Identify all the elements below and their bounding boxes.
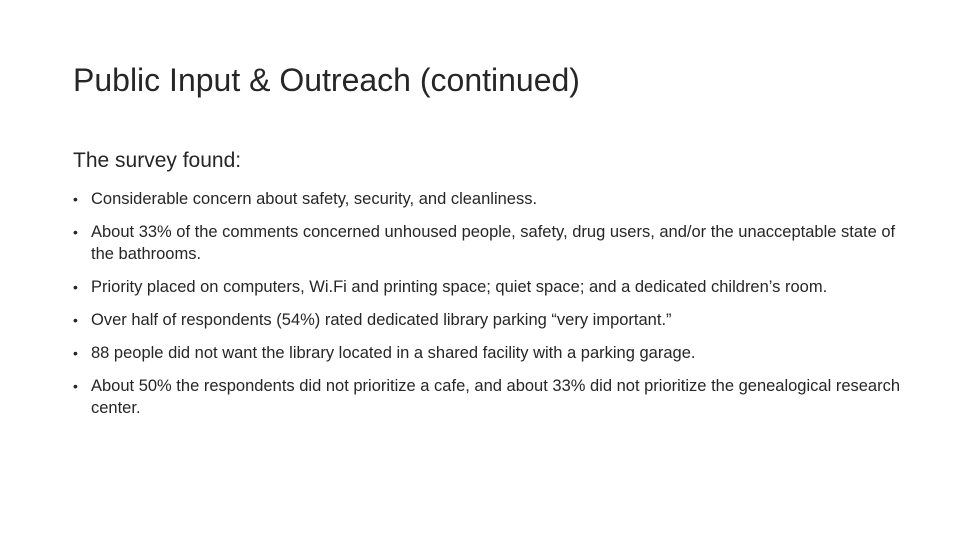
bullet-icon: • xyxy=(73,224,78,240)
bullet-item xyxy=(73,221,903,265)
bullet-item xyxy=(73,375,903,419)
bullet-text: Priority placed on computers, Wi.Fi and printing space; quiet space; and a dedicated children’s room. xyxy=(91,278,828,296)
bullet-icon: • xyxy=(73,279,78,295)
bullet-text: 88 people did not want the library located in a shared facility with a parking garage. xyxy=(91,344,696,362)
bullet-icon: • xyxy=(73,345,78,361)
bullet-icon: • xyxy=(73,378,78,394)
bullet-item xyxy=(73,276,903,298)
bullet-text: About 50% the respondents did not prioritize a cafe, and about 33% did not prioritize the genealogical research center. xyxy=(91,377,901,417)
bullet-text: Considerable concern about safety, security, and cleanliness. xyxy=(91,190,538,208)
bullet-icon: • xyxy=(73,312,78,328)
bullet-item xyxy=(73,309,903,331)
intro-text: The survey found: xyxy=(73,149,242,172)
bullet-list xyxy=(73,188,903,419)
bullet-item xyxy=(73,188,903,210)
bullet-icon: • xyxy=(73,191,78,207)
bullet-text: About 33% of the comments concerned unhoused people, safety, drug users, and/or the unacceptable state of the bathrooms. xyxy=(91,223,896,263)
bullet-text: Over half of respondents (54%) rated dedicated library parking “very important.” xyxy=(91,311,672,329)
slide-body xyxy=(73,147,903,430)
bullet-item xyxy=(73,342,903,364)
slide-title: Public Input & Outreach (continued) xyxy=(73,62,580,98)
